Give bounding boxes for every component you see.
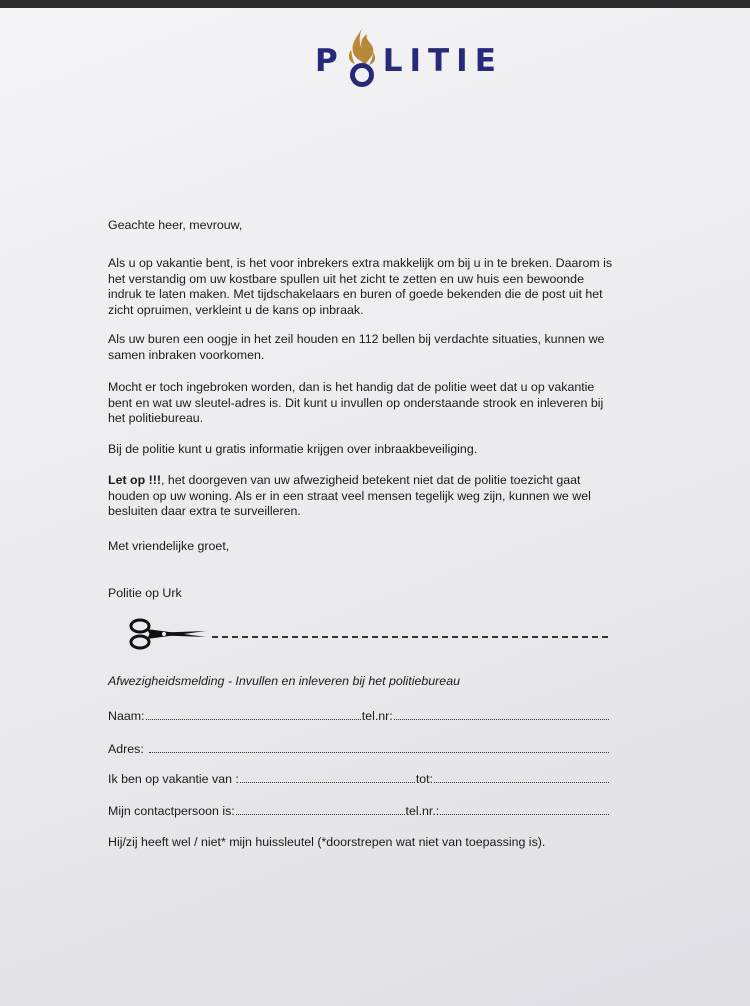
scissors-icon <box>128 617 208 656</box>
letter-page <box>0 8 750 1006</box>
adres-label: Adres: <box>108 742 144 756</box>
paragraph-1 <box>108 256 618 318</box>
sleutel-statement: Hij/zij heeft wel / niet* mijn huissleutel (*doorstrepen wat niet van toepassing is). <box>108 835 546 849</box>
warning-rest: , het doorgeven van uw afwezigheid betekent niet dat de politie toezicht gaat houden op uw woning. Als er in een straat veel mensen tegelijk weg zijn, kunnen we wel besluiten daar extra te surveilleren. <box>108 473 591 519</box>
police-flame-emblem-icon <box>343 26 381 96</box>
paragraph-5 <box>108 473 618 520</box>
paragraph-1-text: Als u op vakantie bent, is het voor inbrekers extra makkelijk om bij u in te breken. Daarom is het verstandig om uw kostbare spullen uit het zicht te zetten en uw huis een bewoonde indruk te laten maken. Met tijdschakelaars en buren of goede bekenden die de post uit het zicht opruimen, verkleint u de kans op inbraak. <box>108 256 613 317</box>
politie-logo <box>315 28 503 94</box>
vakantie-label: Ik ben op vakantie van : <box>108 772 239 786</box>
closing: Met vriendelijke groet, <box>108 539 230 553</box>
logo-letters-litie: LITIE <box>382 43 503 79</box>
paragraph-3 <box>108 380 618 427</box>
adres-field[interactable] <box>149 742 609 753</box>
logo-letter-p: P <box>315 43 345 79</box>
telnr-field[interactable] <box>394 709 609 720</box>
vakantie-van-field[interactable] <box>240 772 415 783</box>
tot-label: tot: <box>415 772 434 786</box>
contact-field[interactable] <box>236 804 405 815</box>
form-row-naam <box>108 709 610 723</box>
contact-telnr-label: tel.nr.: <box>405 804 440 818</box>
form-row-adres <box>108 742 610 756</box>
form-row-contact <box>108 804 610 818</box>
salutation: Geachte heer, mevrouw, <box>108 218 243 232</box>
form-title: Afwezigheidsmelding - Invullen en inleveren bij het politiebureau <box>108 674 460 688</box>
paragraph-4-text: Bij de politie kunt u gratis informatie krijgen over inbraakbeveiliging. <box>108 442 478 456</box>
naam-label: Naam: <box>108 709 145 723</box>
vakantie-tot-field[interactable] <box>434 772 609 783</box>
signature: Politie op Urk <box>108 586 182 600</box>
warning-bold: Let op !!! <box>108 473 161 487</box>
paragraph-5-text <box>108 473 618 520</box>
form-row-vakantie <box>108 772 610 786</box>
paragraph-2 <box>108 332 618 363</box>
contact-telnr-field[interactable] <box>440 804 609 815</box>
dashed-cut-line <box>212 636 608 638</box>
naam-field[interactable] <box>146 709 361 720</box>
telnr-label: tel.nr: <box>361 709 393 723</box>
paragraph-2-text: Als uw buren een oogje in het zeil houden en 112 bellen bij verdachte situaties, kunnen we samen inbraken voorkomen. <box>108 332 605 362</box>
paragraph-4 <box>108 442 618 458</box>
contact-label: Mijn contactpersoon is: <box>108 804 235 818</box>
paragraph-3-text: Mocht er toch ingebroken worden, dan is het handig dat de politie weet dat u op vakantie bent en wat uw sleutel-adres is. Dit kunt u invullen op onderstaande strook en inleveren bij het politiebureau. <box>108 380 604 426</box>
cut-line <box>128 617 608 656</box>
